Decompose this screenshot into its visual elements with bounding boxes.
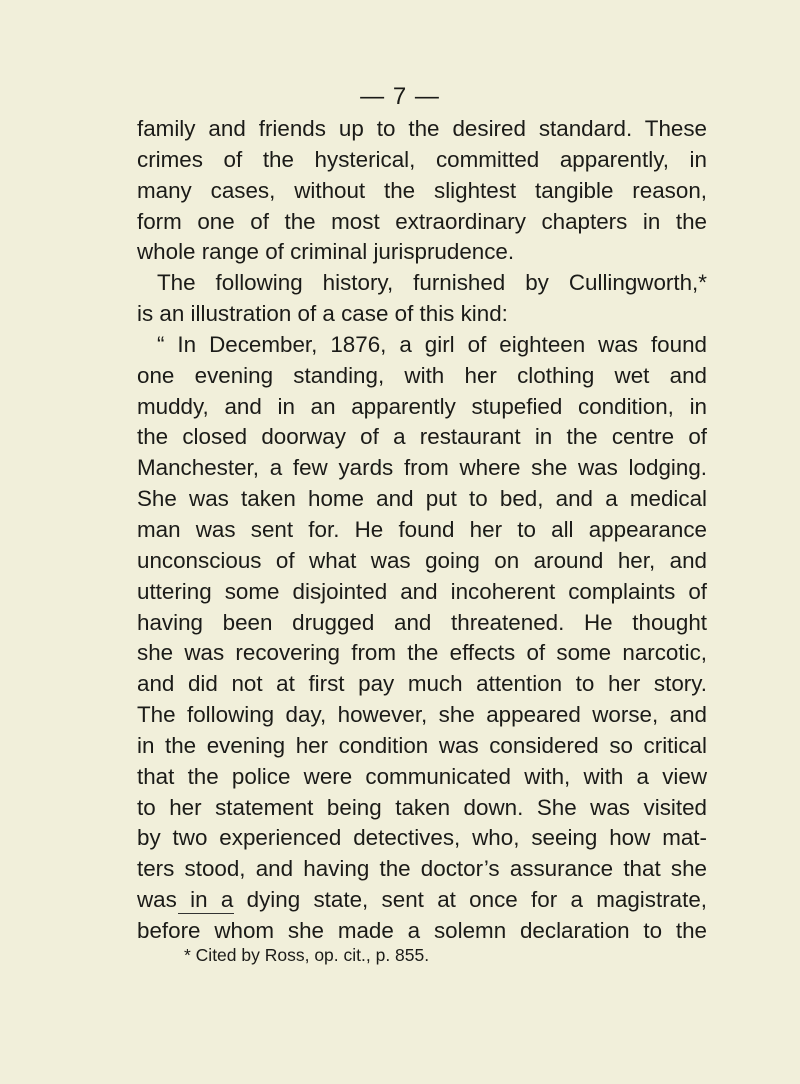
text-line: and did not at first pay much attention to her story. (137, 671, 707, 697)
text-line: crimes of the hysterical, committed apparently, in (137, 146, 707, 172)
text-line: is an illustration of a case of this kind: (137, 301, 508, 327)
text-line: by two experienced detectives, who, seeing how mat- (137, 825, 707, 851)
text-line: Manchester, a few yards from where she was lodging. (137, 455, 707, 481)
text-line: muddy, and in an apparently stupefied condition, in (137, 393, 707, 419)
text-line: to her statement being taken down. She was visited (137, 794, 707, 820)
text-line: The following history, furnished by Cullingworth,* (157, 270, 707, 296)
footnote-divider (178, 913, 234, 914)
text-line: The following day, however, she appeared worse, and (137, 702, 707, 728)
text-line: having been drugged and threatened. He thought (137, 609, 707, 635)
page-number: — 7 — (360, 83, 440, 110)
text-line: unconscious of what was going on around her, and (137, 547, 707, 573)
body-text (137, 114, 707, 947)
text-line: one evening standing, with her clothing wet and (137, 362, 707, 388)
text-line: whole range of criminal jurisprudence. (137, 239, 515, 265)
text-line: ters stood, and having the doctor’s assurance that she (137, 856, 707, 882)
text-line: family and friends up to the desired standard. These (137, 116, 707, 141)
text-line: man was sent for. He found her to all appearance (137, 516, 707, 542)
text-line: many cases, without the slightest tangible reason, (137, 177, 707, 203)
text-line: in the evening her condition was considered so critical (137, 732, 707, 758)
text-line: uttering some disjointed and incoherent complaints of (137, 578, 707, 604)
footnote: * Cited by Ross, op. cit., p. 855. (184, 945, 430, 965)
text-line: that the police were communicated with, with a view (137, 763, 707, 789)
text-line: she was recovering from the effects of some narcotic, (137, 640, 707, 666)
text-line: the closed doorway of a restaurant in the centre of (137, 424, 707, 450)
text-line: “ In December, 1876, a girl of eighteen was found (157, 331, 707, 357)
text-line: before whom she made a solemn declaration to the (137, 917, 707, 943)
text-line: was in a dying state, sent at once for a magistrate, (137, 887, 707, 913)
text-line: form one of the most extraordinary chapters in the (137, 208, 707, 234)
text-line: She was taken home and put to bed, and a medical (137, 486, 707, 512)
